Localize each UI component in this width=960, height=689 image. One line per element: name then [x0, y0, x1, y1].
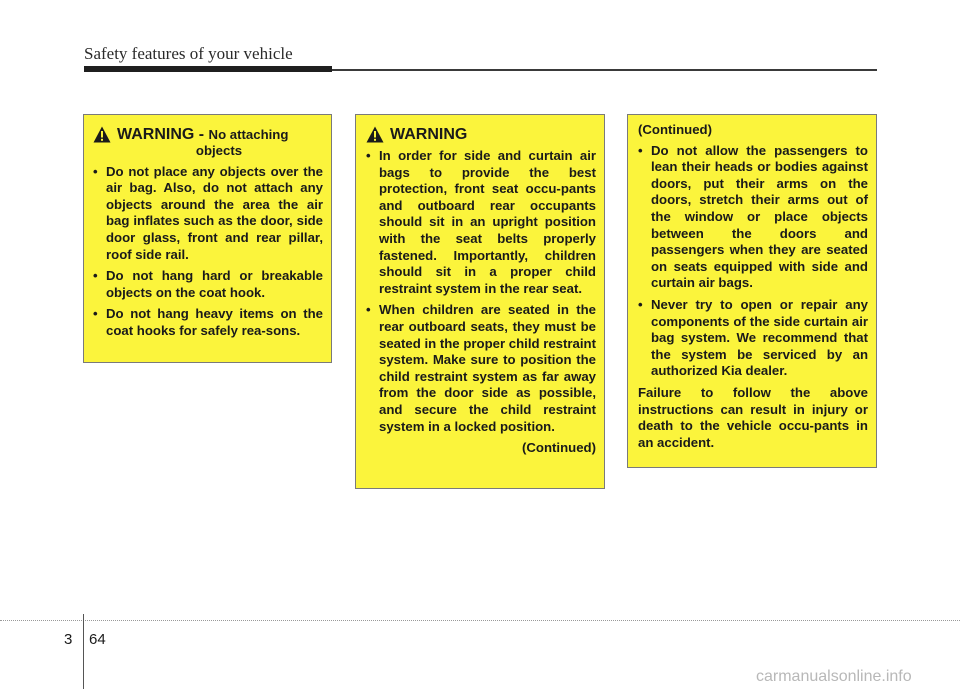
- list-item: • In order for side and curtain air bags to provide the best protection, front seat occu-pants and outboard rear occupants should sit in an upright position with the seat belts properly fastened. Importantly, children should sit in a proper child restraint system in the rear seat.: [366, 148, 596, 297]
- warning-box-continued: [627, 114, 877, 468]
- list-item: • When children are seated in the rear outboard seats, they must be seated in the proper child restraint system. Make sure to position the child restraint system as far away from the door side as possible, and secure the child restraint system in a locked position.: [366, 302, 596, 435]
- footer-vertical-rule: [83, 614, 84, 689]
- page-header-title: Safety features of your vehicle: [84, 44, 293, 63]
- watermark-text: carmanualsonline.info: [756, 668, 912, 685]
- warning-subtitle-line2: objects: [195, 143, 243, 158]
- list-item: • Do not allow the passengers to lean their heads or bodies against doors, put their arms on the doors, stretch their arms out of the window or place objects between the doors and passengers when they are seated on seats equipped with side and curtain air bags.: [638, 143, 868, 292]
- warning-list: [366, 148, 596, 435]
- warning-box-no-attaching-objects: [83, 114, 332, 363]
- warning-subtitle: No attaching: [208, 127, 289, 142]
- warning-list: [93, 164, 323, 340]
- warning-title: WARNING -: [117, 126, 209, 143]
- warning-triangle-icon: [366, 126, 384, 143]
- header-rule-thin: [332, 69, 877, 71]
- warning-heading: [366, 125, 596, 144]
- footer-dotted-rule: [0, 620, 960, 621]
- list-item: • Do not hang heavy items on the coat hooks for safely rea-sons.: [93, 306, 323, 339]
- page-number: 64: [89, 631, 106, 648]
- warning-title: WARNING: [390, 126, 468, 143]
- continued-label: (Continued): [638, 122, 712, 137]
- header-rule-thick: [84, 66, 332, 72]
- list-item: • Never try to open or repair any components of the side curtain air bag system. We recommend that the system be serviced by an authorized Kia dealer.: [638, 297, 868, 380]
- list-item: • Do not place any objects over the air bag. Also, do not attach any objects around the area the air bag inflates such as the door, side door glass, front and rear pillar, roof side rail.: [93, 164, 323, 264]
- list-item: • Do not hang hard or breakable objects on the coat hook.: [93, 268, 323, 301]
- continued-label: (Continued): [522, 440, 596, 456]
- warning-list: [638, 143, 868, 380]
- warning-triangle-icon: [93, 126, 111, 143]
- warning-box-seating-position: [355, 114, 605, 489]
- warning-heading: [93, 125, 323, 144]
- chapter-number: 3: [64, 631, 73, 648]
- closing-paragraph: Failure to follow the above instructions can result in injury or death to the vehicle occu-pants in an accident.: [638, 384, 868, 450]
